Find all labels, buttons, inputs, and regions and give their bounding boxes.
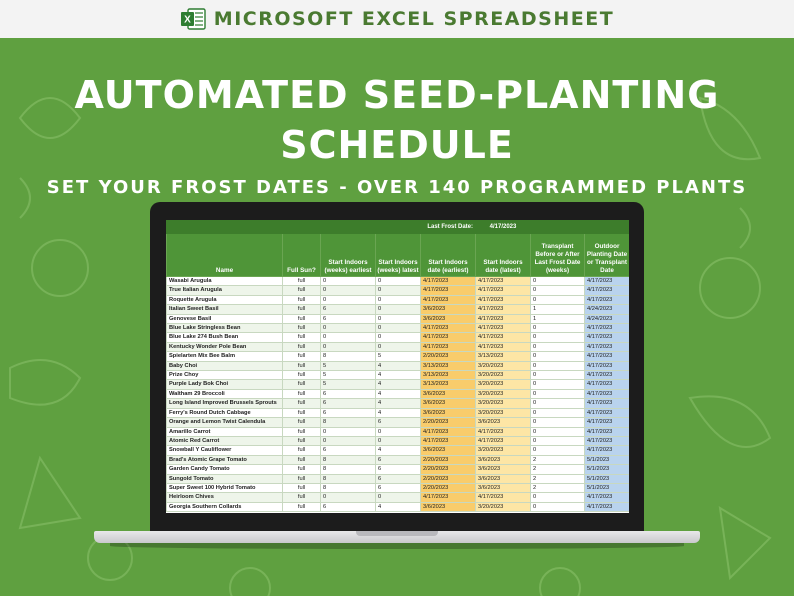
table-cell[interactable]: 3/6/2023 xyxy=(421,389,476,398)
table-cell[interactable]: 5 xyxy=(321,361,376,370)
table-cell[interactable]: 0 xyxy=(531,427,585,436)
table-cell[interactable]: 4/24/2023 xyxy=(585,305,630,314)
table-cell[interactable]: 8 xyxy=(321,465,376,474)
table-cell[interactable]: 4/17/2023 xyxy=(476,493,531,502)
column-header[interactable]: Start Indoors date (latest) xyxy=(476,234,531,277)
table-cell[interactable]: 4/17/2023 xyxy=(476,324,531,333)
table-cell[interactable]: 0 xyxy=(531,380,585,389)
table-cell[interactable]: Waltham 29 Broccoli xyxy=(167,389,283,398)
table-row[interactable] xyxy=(167,436,630,445)
table-row[interactable] xyxy=(167,380,630,389)
table-cell[interactable]: 4/17/2023 xyxy=(585,371,630,380)
table-cell[interactable]: 6 xyxy=(321,399,376,408)
table-cell[interactable]: 4/17/2023 xyxy=(585,295,630,304)
table-cell[interactable]: Super Sweet 100 Hybrid Tomato xyxy=(167,483,283,492)
table-cell[interactable]: 2/20/2023 xyxy=(421,465,476,474)
svg-text:X: X xyxy=(183,14,191,26)
table-cell[interactable]: Blue Lake Stringless Bean xyxy=(167,324,283,333)
table-row[interactable] xyxy=(167,483,630,492)
table-cell[interactable]: 3/6/2023 xyxy=(421,502,476,511)
table-cell[interactable]: 3/20/2023 xyxy=(476,399,531,408)
table-cell[interactable]: full xyxy=(283,399,321,408)
column-header[interactable]: Full Sun? xyxy=(283,234,321,277)
table-cell[interactable]: Atomic Red Carrot xyxy=(167,436,283,445)
banner-title: MICROSOFT EXCEL SPREADSHEET xyxy=(213,8,615,30)
table-cell[interactable]: 0 xyxy=(376,333,421,342)
spreadsheet[interactable] xyxy=(166,220,629,513)
table-cell[interactable]: Kentucky Wonder Pole Bean xyxy=(167,342,283,351)
table-cell[interactable]: 0 xyxy=(376,436,421,445)
top-banner xyxy=(0,0,794,38)
table-cell[interactable]: 5/1/2023 xyxy=(585,474,630,483)
table-cell[interactable]: 8 xyxy=(321,455,376,464)
table-cell[interactable]: 1 xyxy=(531,305,585,314)
table-cell[interactable]: full xyxy=(283,502,321,511)
table-cell[interactable]: 4 xyxy=(376,361,421,370)
table-row[interactable] xyxy=(167,418,630,427)
table-cell[interactable]: 0 xyxy=(531,446,585,455)
table-row[interactable] xyxy=(167,305,630,314)
table-cell[interactable]: full xyxy=(283,427,321,436)
table-row[interactable] xyxy=(167,342,630,351)
table-cell[interactable]: 4/17/2023 xyxy=(585,493,630,502)
table-row[interactable] xyxy=(167,446,630,455)
table-row[interactable] xyxy=(167,295,630,304)
table-cell[interactable]: 0 xyxy=(321,333,376,342)
table-cell[interactable]: 0 xyxy=(531,493,585,502)
table-cell[interactable]: Prize Choy xyxy=(167,371,283,380)
table-cell[interactable]: 4/17/2023 xyxy=(476,342,531,351)
table-cell[interactable]: 0 xyxy=(531,361,585,370)
table-cell[interactable]: 3/20/2023 xyxy=(476,446,531,455)
table-cell[interactable]: Orange and Lemon Twist Calendula xyxy=(167,418,283,427)
table-cell[interactable]: 4/17/2023 xyxy=(585,427,630,436)
table-cell[interactable]: 3/13/2023 xyxy=(421,361,476,370)
table-cell[interactable]: 4 xyxy=(376,399,421,408)
table-cell[interactable]: 4/17/2023 xyxy=(476,295,531,304)
column-header[interactable]: Start Indoors (weeks) earliest xyxy=(321,234,376,277)
table-cell[interactable]: 6 xyxy=(376,465,421,474)
table-cell[interactable]: 4 xyxy=(376,380,421,389)
table-cell[interactable]: 8 xyxy=(321,483,376,492)
table-cell[interactable]: 4/17/2023 xyxy=(421,436,476,445)
table-cell[interactable]: 4 xyxy=(376,371,421,380)
table-cell[interactable]: Spielarten Mix Bee Balm xyxy=(167,352,283,361)
table-row[interactable] xyxy=(167,427,630,436)
table-row[interactable] xyxy=(167,408,630,417)
excel-icon xyxy=(180,6,206,32)
table-cell[interactable]: 0 xyxy=(376,493,421,502)
table-cell[interactable]: 3/6/2023 xyxy=(421,305,476,314)
table-cell[interactable]: 5 xyxy=(376,352,421,361)
table-cell[interactable]: full xyxy=(283,342,321,351)
table-cell[interactable]: 4/17/2023 xyxy=(476,305,531,314)
table-cell[interactable]: full xyxy=(283,277,321,286)
table-row[interactable] xyxy=(167,493,630,502)
table-cell[interactable]: full xyxy=(283,483,321,492)
table-cell[interactable]: 3/6/2023 xyxy=(476,418,531,427)
column-header[interactable]: Start Indoors date (earliest) xyxy=(421,234,476,277)
table-cell[interactable]: 4 xyxy=(376,408,421,417)
table-cell[interactable]: Purple Lady Bok Choi xyxy=(167,380,283,389)
table-cell[interactable]: 4/17/2023 xyxy=(421,277,476,286)
table-cell[interactable]: full xyxy=(283,408,321,417)
table-cell[interactable]: 4/17/2023 xyxy=(421,333,476,342)
table-cell[interactable]: 2 xyxy=(531,465,585,474)
table-cell[interactable]: 4 xyxy=(376,389,421,398)
headline-subtitle: SET YOUR FROST DATES - OVER 140 PROGRAMMED PLANTS xyxy=(46,177,748,198)
table-cell[interactable]: 0 xyxy=(531,502,585,511)
table-cell[interactable]: Garden Candy Tomato xyxy=(167,465,283,474)
table-cell[interactable]: True Italian Arugula xyxy=(167,286,283,295)
table-cell[interactable]: Sungold Tomato xyxy=(167,474,283,483)
table-cell[interactable]: 3/6/2023 xyxy=(476,474,531,483)
headline-line-2: SCHEDULE xyxy=(280,123,514,167)
table-cell[interactable]: 0 xyxy=(531,436,585,445)
table-cell[interactable]: 6 xyxy=(321,389,376,398)
table-cell[interactable]: 4/17/2023 xyxy=(585,361,630,370)
table-cell[interactable]: full xyxy=(283,380,321,389)
table-cell[interactable]: Wasabi Arugula xyxy=(167,277,283,286)
table-cell[interactable]: Snowball Y Cauliflower xyxy=(167,446,283,455)
table-cell[interactable]: 3/20/2023 xyxy=(476,408,531,417)
table-cell[interactable]: 2/20/2023 xyxy=(421,418,476,427)
table-cell[interactable]: full xyxy=(283,314,321,323)
table-cell[interactable]: full xyxy=(283,389,321,398)
table-cell[interactable]: 0 xyxy=(321,436,376,445)
table-cell[interactable]: Ferry's Round Dutch Cabbage xyxy=(167,408,283,417)
table-cell[interactable]: 0 xyxy=(531,389,585,398)
table-cell[interactable]: 0 xyxy=(376,427,421,436)
table-cell[interactable]: 3/6/2023 xyxy=(476,465,531,474)
table-cell[interactable]: full xyxy=(283,352,321,361)
table-cell[interactable]: full xyxy=(283,333,321,342)
table-cell[interactable]: 0 xyxy=(531,333,585,342)
table-cell[interactable]: 0 xyxy=(531,418,585,427)
table-cell[interactable]: 8 xyxy=(321,352,376,361)
table-cell[interactable]: 3/20/2023 xyxy=(476,380,531,389)
table-cell[interactable]: 5 xyxy=(321,380,376,389)
table-cell[interactable]: Georgia Southern Collards xyxy=(167,502,283,511)
table-cell[interactable]: 4 xyxy=(376,502,421,511)
table-cell[interactable]: 3/20/2023 xyxy=(476,371,531,380)
table-cell[interactable]: 0 xyxy=(376,324,421,333)
table-cell[interactable]: 8 xyxy=(321,474,376,483)
table-row[interactable] xyxy=(167,502,630,511)
table-cell[interactable]: 5/1/2023 xyxy=(585,455,630,464)
table-cell[interactable]: 3/6/2023 xyxy=(476,483,531,492)
table-cell[interactable]: 4/17/2023 xyxy=(585,286,630,295)
table-cell[interactable]: 0 xyxy=(531,399,585,408)
table-cell[interactable]: 6 xyxy=(321,314,376,323)
table-cell[interactable]: Brad's Atomic Grape Tomato xyxy=(167,455,283,464)
table-cell[interactable]: 0 xyxy=(321,277,376,286)
table-cell[interactable]: 6 xyxy=(376,474,421,483)
table-cell[interactable]: 0 xyxy=(321,295,376,304)
table-cell[interactable]: 4/17/2023 xyxy=(585,446,630,455)
table-cell[interactable]: 4/17/2023 xyxy=(585,352,630,361)
table-cell[interactable]: Heirloom Chives xyxy=(167,493,283,502)
table-cell[interactable]: 2/20/2023 xyxy=(421,474,476,483)
table-cell[interactable]: full xyxy=(283,418,321,427)
table-cell[interactable]: Italian Sweet Basil xyxy=(167,305,283,314)
table-row[interactable] xyxy=(167,465,630,474)
table-cell[interactable]: 2/20/2023 xyxy=(421,483,476,492)
table-cell[interactable]: 4/17/2023 xyxy=(421,324,476,333)
table-cell[interactable]: 0 xyxy=(321,342,376,351)
table-cell[interactable]: 4/17/2023 xyxy=(476,436,531,445)
table-cell[interactable]: 3/6/2023 xyxy=(421,399,476,408)
table-cell[interactable]: 0 xyxy=(376,277,421,286)
table-cell[interactable]: 2 xyxy=(531,483,585,492)
headline-line-1: AUTOMATED SEED-PLANTING xyxy=(74,73,720,117)
schedule-table xyxy=(166,220,629,512)
table-cell[interactable]: 0 xyxy=(376,295,421,304)
table-cell[interactable]: full xyxy=(283,371,321,380)
table-cell[interactable]: 0 xyxy=(376,305,421,314)
table-cell[interactable]: 5/1/2023 xyxy=(585,483,630,492)
column-header-row xyxy=(167,234,630,277)
table-cell[interactable]: 0 xyxy=(376,286,421,295)
frost-date-label: Last Frost Date: xyxy=(421,221,476,234)
table-cell[interactable]: 4/17/2023 xyxy=(585,399,630,408)
table-cell[interactable]: 4/17/2023 xyxy=(585,389,630,398)
table-cell[interactable]: 4/17/2023 xyxy=(585,380,630,389)
table-cell[interactable]: 8 xyxy=(321,418,376,427)
table-cell[interactable]: 0 xyxy=(531,286,585,295)
table-cell[interactable]: 0 xyxy=(321,286,376,295)
table-cell[interactable]: full xyxy=(283,361,321,370)
table-cell[interactable]: 4/17/2023 xyxy=(421,286,476,295)
table-cell[interactable]: 3/6/2023 xyxy=(421,314,476,323)
table-cell[interactable]: 4/17/2023 xyxy=(421,342,476,351)
laptop-shadow xyxy=(110,543,684,549)
table-row[interactable] xyxy=(167,324,630,333)
column-header[interactable]: Name xyxy=(167,234,283,277)
table-cell[interactable]: 4/17/2023 xyxy=(476,427,531,436)
table-cell[interactable]: 1 xyxy=(531,314,585,323)
table-cell[interactable]: 6 xyxy=(376,455,421,464)
table-row[interactable] xyxy=(167,277,630,286)
table-row[interactable] xyxy=(167,389,630,398)
table-cell[interactable]: 6 xyxy=(321,408,376,417)
table-cell[interactable]: 4/17/2023 xyxy=(585,333,630,342)
table-cell[interactable]: 0 xyxy=(531,371,585,380)
table-cell[interactable]: 2 xyxy=(531,455,585,464)
table-cell[interactable]: Blue Lake 274 Bush Bean xyxy=(167,333,283,342)
table-cell[interactable]: 5 xyxy=(321,371,376,380)
table-cell[interactable]: 0 xyxy=(531,352,585,361)
table-cell[interactable]: Genovese Basil xyxy=(167,314,283,323)
table-cell[interactable]: 6 xyxy=(321,305,376,314)
table-row[interactable] xyxy=(167,314,630,323)
table-cell[interactable]: 0 xyxy=(531,277,585,286)
table-cell[interactable]: 0 xyxy=(531,295,585,304)
table-cell[interactable]: 2/20/2023 xyxy=(421,455,476,464)
frost-date-value[interactable]: 4/17/2023 xyxy=(476,221,531,234)
table-cell[interactable]: full xyxy=(283,286,321,295)
table-cell[interactable]: 3/13/2023 xyxy=(476,352,531,361)
table-row[interactable] xyxy=(167,352,630,361)
table-cell[interactable]: full xyxy=(283,324,321,333)
laptop-notch xyxy=(356,531,438,536)
table-cell[interactable]: 4/17/2023 xyxy=(585,324,630,333)
table-cell[interactable]: full xyxy=(283,305,321,314)
table-cell[interactable]: 0 xyxy=(531,324,585,333)
table-cell[interactable]: 4/17/2023 xyxy=(585,277,630,286)
column-header[interactable]: Outdoor Planting Date or Transplant Date xyxy=(585,234,630,277)
table-cell[interactable]: 4/17/2023 xyxy=(585,408,630,417)
table-cell[interactable]: Roquette Arugula xyxy=(167,295,283,304)
table-cell[interactable]: full xyxy=(283,446,321,455)
table-cell[interactable]: 3/6/2023 xyxy=(421,446,476,455)
table-cell[interactable]: full xyxy=(283,436,321,445)
table-row[interactable] xyxy=(167,361,630,370)
table-cell[interactable]: 3/20/2023 xyxy=(476,502,531,511)
table-cell[interactable]: 6 xyxy=(321,502,376,511)
table-cell[interactable]: 3/20/2023 xyxy=(476,389,531,398)
table-cell[interactable]: 4/17/2023 xyxy=(585,436,630,445)
table-cell[interactable]: full xyxy=(283,465,321,474)
table-cell[interactable]: 4/17/2023 xyxy=(421,295,476,304)
table-cell[interactable]: 0 xyxy=(321,493,376,502)
table-cell[interactable]: 0 xyxy=(531,408,585,417)
table-cell[interactable]: full xyxy=(283,455,321,464)
table-cell[interactable]: 3/13/2023 xyxy=(421,380,476,389)
table-row[interactable] xyxy=(167,333,630,342)
table-cell[interactable]: 4/17/2023 xyxy=(421,493,476,502)
table-cell[interactable]: 4/17/2023 xyxy=(585,418,630,427)
table-cell[interactable]: Baby Choi xyxy=(167,361,283,370)
table-cell[interactable]: 4/24/2023 xyxy=(585,314,630,323)
frost-date-row xyxy=(167,221,630,234)
table-cell[interactable]: 0 xyxy=(531,342,585,351)
table-cell[interactable]: 4/17/2023 xyxy=(476,286,531,295)
table-row[interactable] xyxy=(167,474,630,483)
table-cell[interactable]: 0 xyxy=(376,314,421,323)
table-cell[interactable]: 4/17/2023 xyxy=(421,427,476,436)
table-cell[interactable]: 6 xyxy=(376,418,421,427)
table-cell[interactable]: Long Island Improved Brussels Sprouts xyxy=(167,399,283,408)
table-cell[interactable]: 0 xyxy=(321,324,376,333)
column-header[interactable]: Start Indoors (weeks) latest xyxy=(376,234,421,277)
table-row[interactable] xyxy=(167,399,630,408)
table-cell[interactable]: 4/17/2023 xyxy=(476,314,531,323)
table-cell[interactable]: full xyxy=(283,295,321,304)
table-cell[interactable]: 5/1/2023 xyxy=(585,465,630,474)
table-cell[interactable]: full xyxy=(283,493,321,502)
table-cell[interactable]: 3/13/2023 xyxy=(421,371,476,380)
table-cell[interactable]: 3/6/2023 xyxy=(476,455,531,464)
table-cell[interactable]: 0 xyxy=(321,427,376,436)
table-cell[interactable]: 4/17/2023 xyxy=(585,502,630,511)
table-cell[interactable]: 4/17/2023 xyxy=(476,333,531,342)
table-cell[interactable]: 3/6/2023 xyxy=(421,408,476,417)
table-cell[interactable]: 4 xyxy=(376,446,421,455)
table-cell[interactable]: 6 xyxy=(321,446,376,455)
column-header[interactable]: Transplant Before or After Last Frost Date (weeks) xyxy=(531,234,585,277)
table-cell[interactable]: 0 xyxy=(376,342,421,351)
table-cell[interactable]: Amarillo Carrot xyxy=(167,427,283,436)
table-row[interactable] xyxy=(167,286,630,295)
table-cell[interactable]: 2 xyxy=(531,474,585,483)
table-cell[interactable]: 6 xyxy=(376,483,421,492)
table-row[interactable] xyxy=(167,371,630,380)
table-cell[interactable]: 4/17/2023 xyxy=(476,277,531,286)
table-cell[interactable]: 3/20/2023 xyxy=(476,361,531,370)
table-cell[interactable]: full xyxy=(283,474,321,483)
table-cell[interactable]: 4/17/2023 xyxy=(585,342,630,351)
table-row[interactable] xyxy=(167,455,630,464)
table-cell[interactable]: 2/20/2023 xyxy=(421,352,476,361)
